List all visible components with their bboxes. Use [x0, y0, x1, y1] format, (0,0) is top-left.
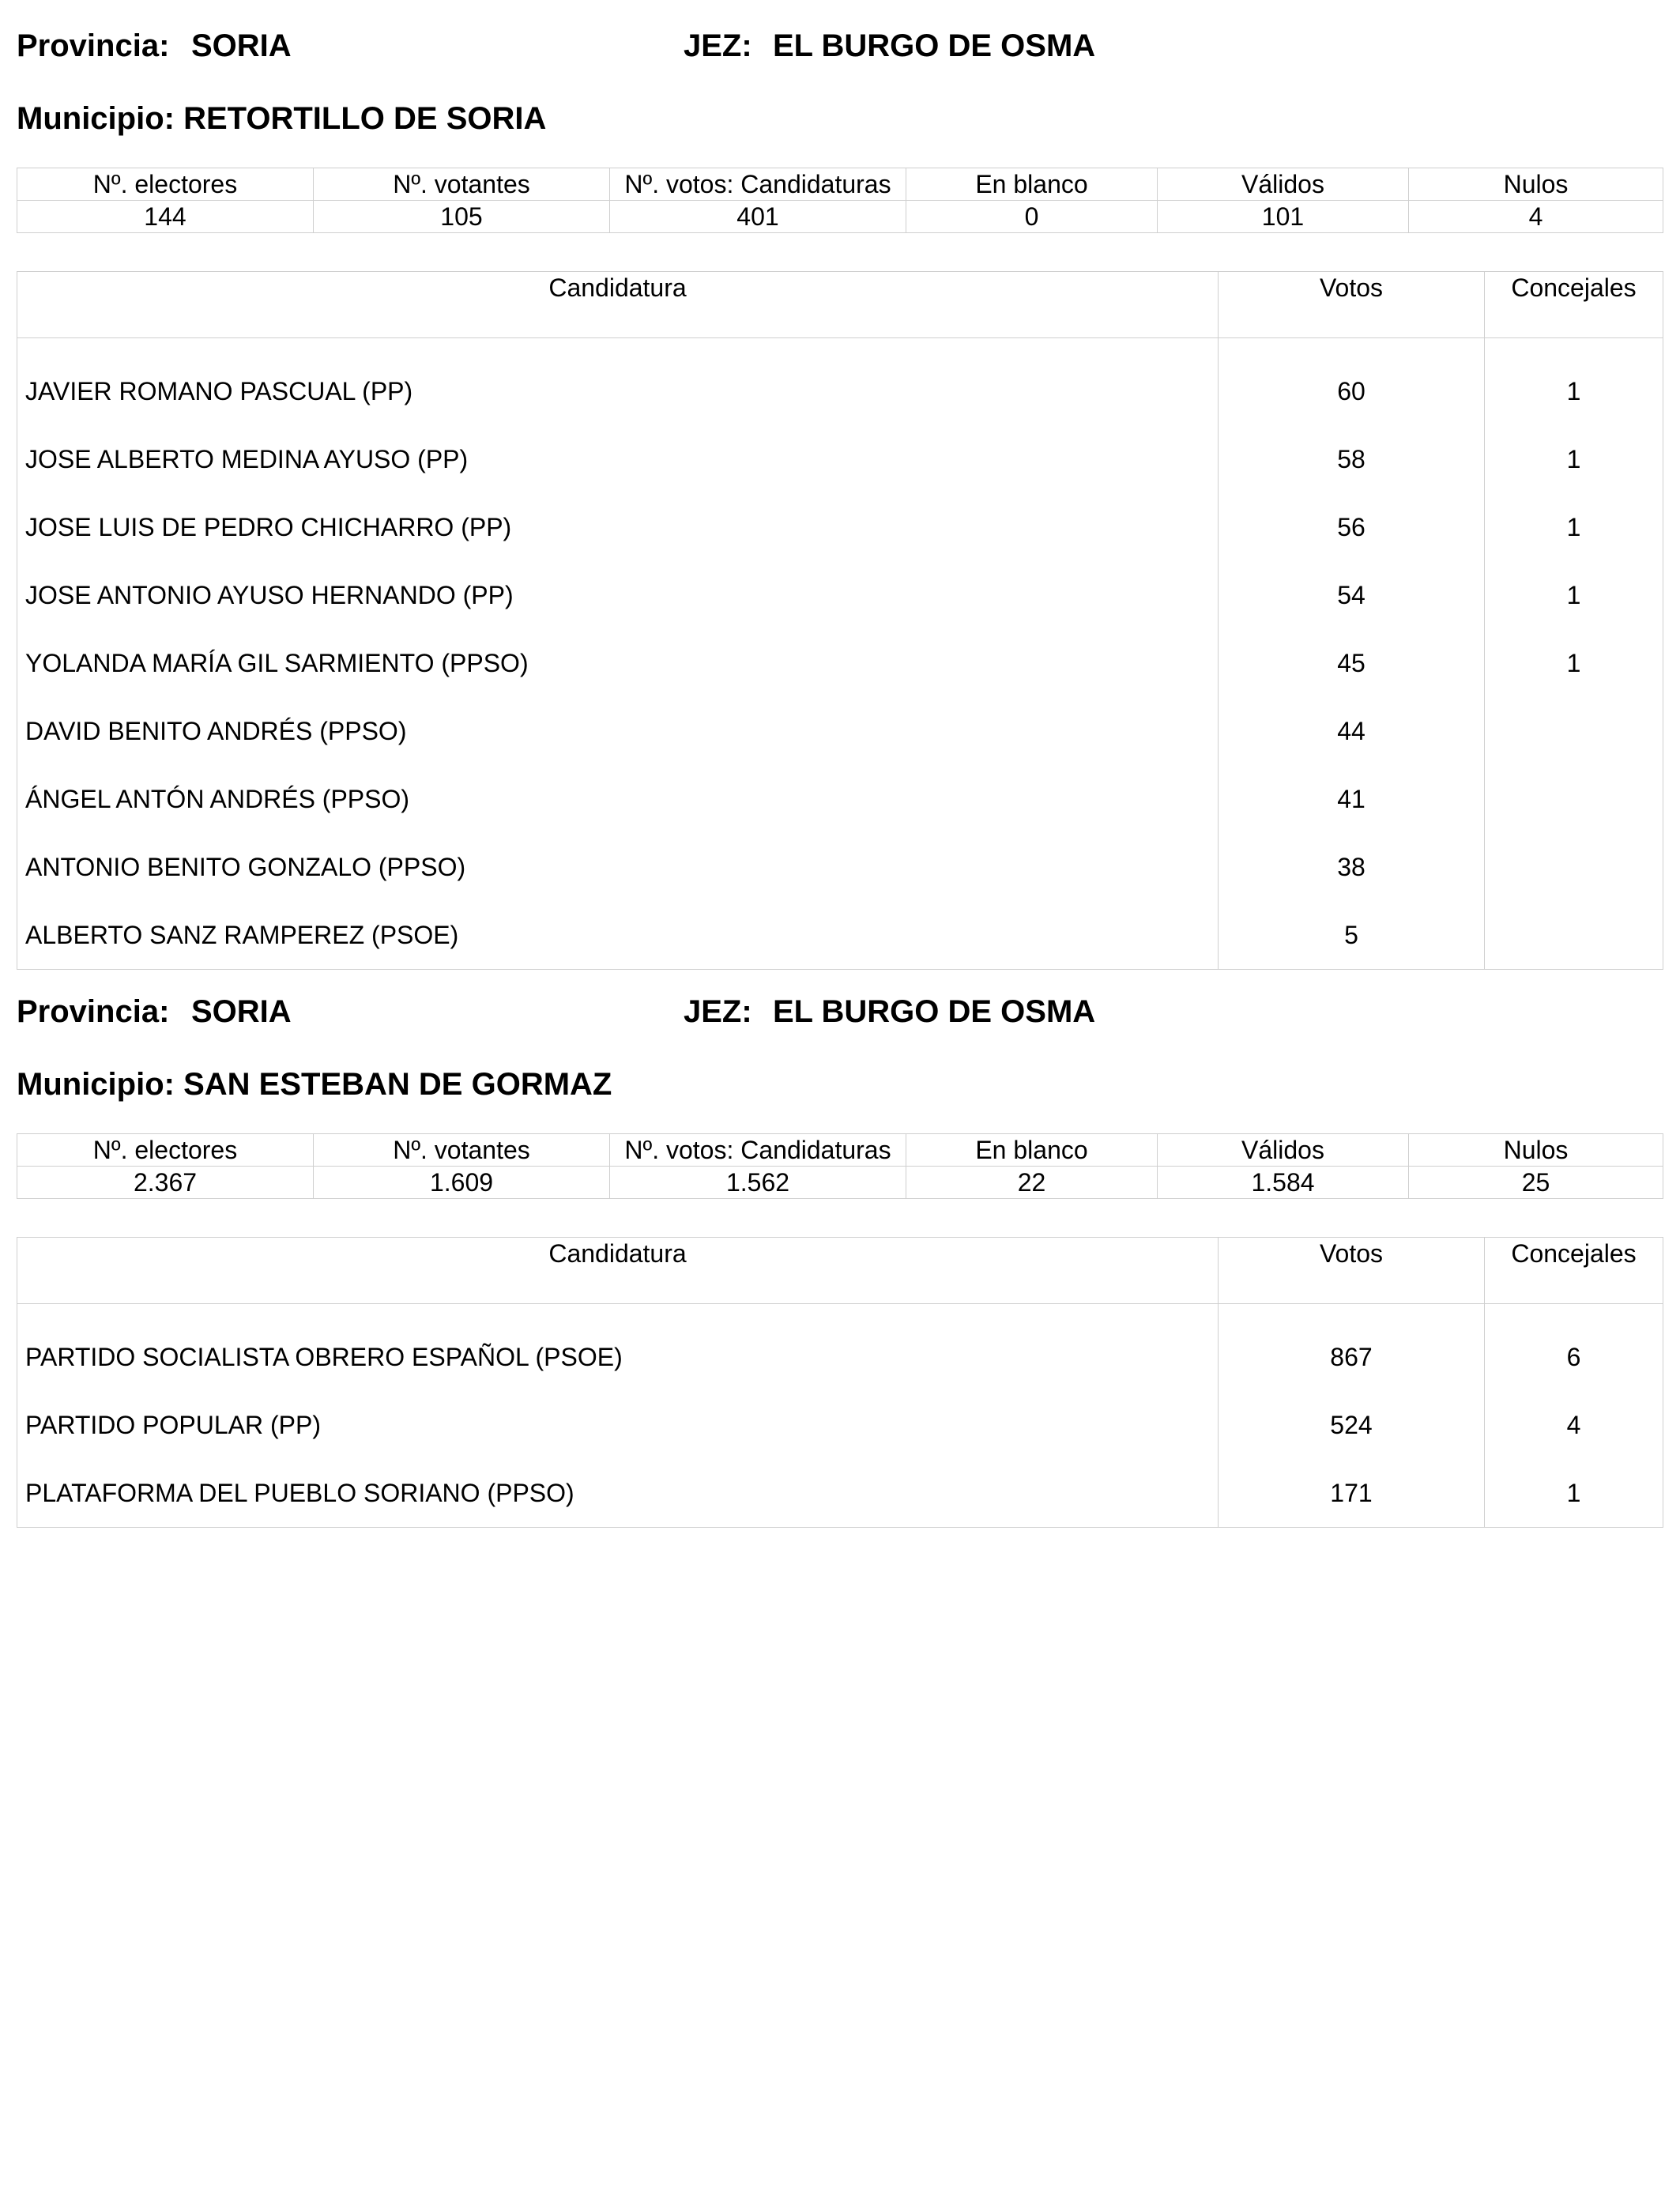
- municipio-label: Municipio:: [17, 1067, 175, 1102]
- stats-header-validos: Válidos: [1158, 168, 1409, 201]
- stats-value-row: [17, 201, 1663, 233]
- candidates-header-row: [17, 272, 1663, 338]
- candidate-concejales: 1: [1566, 580, 1581, 609]
- candidates-header-row: [17, 1238, 1663, 1304]
- candidate-concejales: 6: [1566, 1342, 1581, 1371]
- candidate-votos: 45: [1219, 629, 1485, 697]
- stats-value-en-blanco: 0: [906, 201, 1158, 233]
- stats-header-electores: Nº. electores: [17, 168, 314, 201]
- stats-value-electores: 144: [17, 201, 314, 233]
- header-candidatura: Candidatura: [17, 272, 1219, 338]
- stats-header-votos-candidaturas: Nº. votos: Candidaturas: [610, 1134, 906, 1167]
- candidate-name: YOLANDA MARÍA GIL SARMIENTO (PPSO): [17, 629, 1219, 697]
- municipio-label: Municipio:: [17, 101, 175, 136]
- candidate-name: PARTIDO POPULAR (PP): [17, 1391, 1219, 1459]
- candidate-name: ÁNGEL ANTÓN ANDRÉS (PPSO): [17, 765, 1219, 833]
- table-row: [17, 1304, 1663, 1392]
- candidate-concejales: [1485, 765, 1663, 833]
- candidate-votos: 867: [1219, 1304, 1485, 1392]
- candidate-votos: 60: [1219, 338, 1485, 426]
- candidates-table: [17, 1237, 1663, 1528]
- municipio-title: [17, 95, 546, 142]
- candidates-table: [17, 271, 1663, 970]
- candidate-name: JOSE LUIS DE PEDRO CHICHARRO (PP): [17, 493, 1219, 561]
- stats-header-row: [17, 1134, 1663, 1167]
- table-row: [17, 1459, 1663, 1528]
- jez-value: EL BURGO DE OSMA: [773, 28, 1096, 63]
- candidate-concejales: [1485, 833, 1663, 901]
- candidate-concejales: 1: [1566, 648, 1581, 677]
- stats-table: [17, 1133, 1663, 1199]
- municipio-title: [17, 1061, 612, 1108]
- stats-header-nulos: Nulos: [1409, 1134, 1663, 1167]
- table-row: [17, 765, 1663, 833]
- header-votos: Votos: [1219, 272, 1485, 338]
- stats-value-votantes: 105: [314, 201, 610, 233]
- table-row: [17, 629, 1663, 697]
- candidate-name: PLATAFORMA DEL PUEBLO SORIANO (PPSO): [17, 1459, 1219, 1528]
- jez-label: JEZ:: [684, 994, 752, 1029]
- candidate-concejales: 1: [1566, 512, 1581, 541]
- stats-value-votos-candidaturas: 1.562: [610, 1167, 906, 1199]
- stats-value-row: [17, 1167, 1663, 1199]
- header-line: [17, 988, 1663, 1035]
- table-row: [17, 493, 1663, 561]
- stats-value-votantes: 1.609: [314, 1167, 610, 1199]
- provincia-label: Provincia:: [17, 28, 170, 63]
- municipio-value: SAN ESTEBAN DE GORMAZ: [183, 1067, 612, 1102]
- stats-value-nulos: 25: [1409, 1167, 1663, 1199]
- candidate-votos: 58: [1219, 425, 1485, 493]
- candidate-name: ALBERTO SANZ RAMPEREZ (PSOE): [17, 901, 1219, 970]
- stats-table: [17, 168, 1663, 233]
- stats-header-electores: Nº. electores: [17, 1134, 314, 1167]
- table-row: [17, 901, 1663, 970]
- candidate-name: JAVIER ROMANO PASCUAL (PP): [17, 338, 1219, 426]
- candidate-name: DAVID BENITO ANDRÉS (PPSO): [17, 697, 1219, 765]
- candidate-votos: 44: [1219, 697, 1485, 765]
- provincia-label: Provincia:: [17, 994, 170, 1029]
- candidate-concejales: 4: [1566, 1410, 1581, 1439]
- stats-value-validos: 1.584: [1158, 1167, 1409, 1199]
- candidate-name: ANTONIO BENITO GONZALO (PPSO): [17, 833, 1219, 901]
- candidate-votos: 54: [1219, 561, 1485, 629]
- candidate-concejales: 1: [1566, 444, 1581, 473]
- candidate-votos: 5: [1219, 901, 1485, 970]
- provincia-value: SORIA: [191, 28, 292, 63]
- table-row: [17, 1391, 1663, 1459]
- candidate-concejales: [1485, 697, 1663, 765]
- header-candidatura: Candidatura: [17, 1238, 1219, 1304]
- candidate-name: PARTIDO SOCIALISTA OBRERO ESPAÑOL (PSOE): [17, 1304, 1219, 1392]
- candidate-concejales: 1: [1566, 1478, 1581, 1507]
- stats-header-votantes: Nº. votantes: [314, 168, 610, 201]
- candidate-name: JOSE ANTONIO AYUSO HERNANDO (PP): [17, 561, 1219, 629]
- candidate-name: JOSE ALBERTO MEDINA AYUSO (PP): [17, 425, 1219, 493]
- candidate-votos: 41: [1219, 765, 1485, 833]
- candidate-votos: 38: [1219, 833, 1485, 901]
- candidate-concejales: 1: [1566, 376, 1581, 405]
- header-concejales: Concejales: [1485, 272, 1663, 338]
- header-concejales: Concejales: [1485, 1238, 1663, 1304]
- jez-label: JEZ:: [684, 28, 752, 63]
- stats-header-validos: Válidos: [1158, 1134, 1409, 1167]
- stats-header-row: [17, 168, 1663, 201]
- municipio-value: RETORTILLO DE SORIA: [183, 101, 547, 136]
- candidate-votos: 171: [1219, 1459, 1485, 1528]
- candidate-votos: 524: [1219, 1391, 1485, 1459]
- candidate-votos: 56: [1219, 493, 1485, 561]
- provincia-value: SORIA: [191, 994, 292, 1029]
- stats-header-nulos: Nulos: [1409, 168, 1663, 201]
- stats-value-nulos: 4: [1409, 201, 1663, 233]
- table-row: [17, 338, 1663, 426]
- candidate-concejales: [1485, 901, 1663, 970]
- stats-header-votantes: Nº. votantes: [314, 1134, 610, 1167]
- header-votos: Votos: [1219, 1238, 1485, 1304]
- jez-value: EL BURGO DE OSMA: [773, 994, 1096, 1029]
- table-row: [17, 425, 1663, 493]
- stats-value-electores: 2.367: [17, 1167, 314, 1199]
- stats-value-validos: 101: [1158, 201, 1409, 233]
- table-row: [17, 697, 1663, 765]
- table-row: [17, 833, 1663, 901]
- table-row: [17, 561, 1663, 629]
- stats-value-votos-candidaturas: 401: [610, 201, 906, 233]
- stats-header-en-blanco: En blanco: [906, 168, 1158, 201]
- header-line: [17, 22, 1663, 70]
- stats-value-en-blanco: 22: [906, 1167, 1158, 1199]
- stats-header-votos-candidaturas: Nº. votos: Candidaturas: [610, 168, 906, 201]
- stats-header-en-blanco: En blanco: [906, 1134, 1158, 1167]
